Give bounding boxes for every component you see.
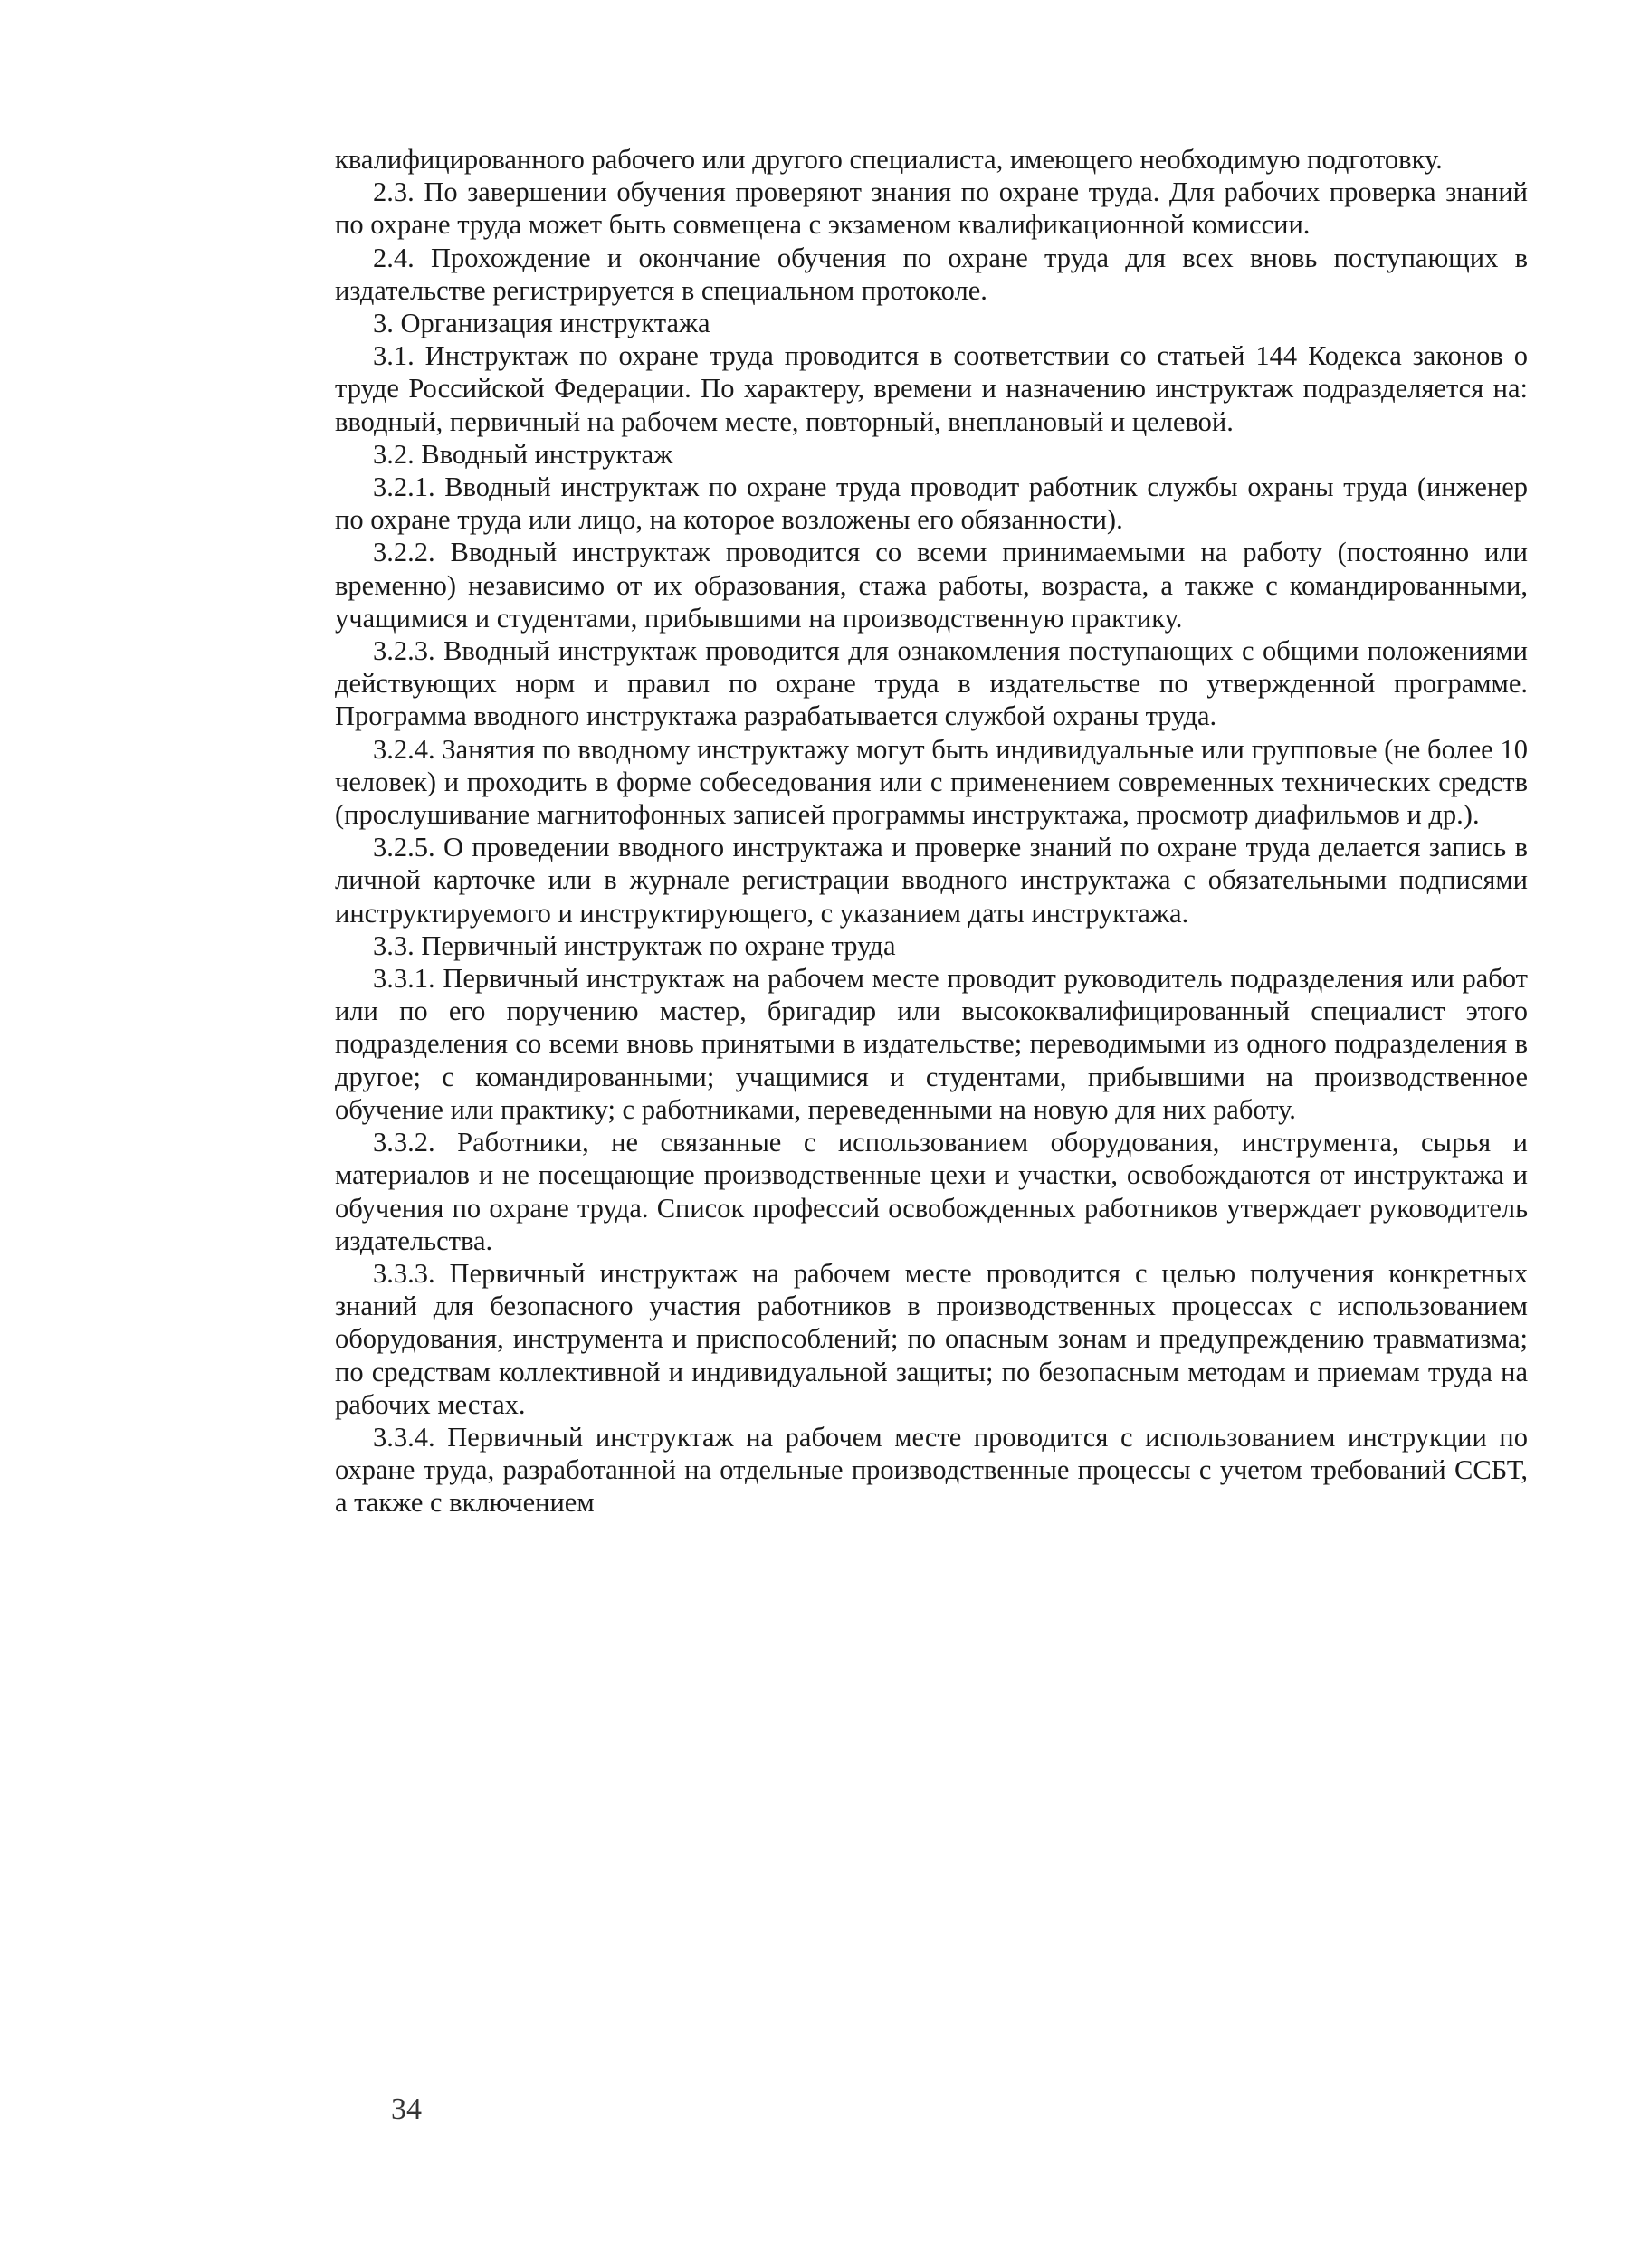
paragraph-2-3: 2.3. По завершении обучения проверяют знания по охране труда. Для рабочих проверка знаний по охране труда может быть совмещена с экзаменом квалификационной комиссии.	[335, 176, 1528, 241]
paragraph-3-2-3: 3.2.3. Вводный инструктаж проводится для ознакомления поступающих с общими положениями действующих норм и правил по охране труда в издательстве по утвержденной программе. Программа вводного инструктажа разрабатывается службой охраны труда.	[335, 635, 1528, 732]
section-heading-3: 3. Организация инструктажа	[373, 308, 710, 339]
paragraph-3-2-4: 3.2.4. Занятия по вводному инструктажу могут быть индивидуальные или групповые (не более 10 человек) и проходить в форме собеседования или с применением современных технических средств (прослушивание магнитофонных записей программы инструктажа, просмотр диафильмов и др.).	[335, 733, 1528, 831]
paragraph-3-2-1: 3.2.1. Вводный инструктаж по охране труда проводит работник службы охраны труда (инженер по охране труда или лицо, на которое возложены его обязанности).	[335, 472, 1528, 536]
paragraph-3-2-2: 3.2.2. Вводный инструктаж проводится со всеми принимаемыми на работу (постоянно или временно) независимо от их образования, стажа работы, возраста, а также с командированными, учащимися и студентами, прибывшими на производственную практику.	[335, 537, 1528, 634]
paragraph-3-1: 3.1. Инструктаж по охране труда проводится в соответствии со статьей 144 Кодекса законов о труде Российской Федерации. По характеру, времени и назначению инструктаж подразделяется на: вводный, первичный на рабочем месте, повторный, внеплановый и целевой.	[335, 340, 1528, 437]
paragraph-continuation: квалифицированного рабочего или другого специалиста, имеющего необходимую подготовку.	[335, 144, 1443, 175]
paragraph-3-3-1: 3.3.1. Первичный инструктаж на рабочем месте проводит руководитель подразделения или работ или по его поручению мастер, бригадир или высококвалифицированный специалист этого подразделения со всеми вновь принятыми в издательстве; переводимыми из одного подразделения в другое; с командированными; учащимися и студентами, прибывшими на производственное обучение или практику; с работниками, переведенными на новую для них работу.	[335, 963, 1528, 1125]
body-text	[335, 143, 1528, 1520]
paragraph-2-4: 2.4. Прохождение и окончание обучения по охране труда для всех вновь поступающих в издательстве регистрируется в специальном протоколе.	[335, 242, 1528, 306]
section-heading-3-3: 3.3. Первичный инструктаж по охране труда	[373, 929, 896, 961]
paragraph-3-3-2: 3.3.2. Работники, не связанные с использованием оборудования, инструмента, сырья и материалов и не посещающие производственные цехи и участки, освобождаются от инструктажа и обучения по охране труда. Список профессий освобожденных работников утверждает руководитель издательства.	[335, 1127, 1528, 1256]
paragraph-3-3-3: 3.3.3. Первичный инструктаж на рабочем месте проводится с целью получения конкретных знаний для безопасного участия работников в производственных процессах с использованием оборудования, инструмента и приспособлений; по опасным зонам и предупреждению травматизма; по средствам коллективной и индивидуальной защиты; по безопасным методам и приемам труда на рабочих местах.	[335, 1257, 1528, 1420]
paragraph-3-3-4: 3.3.4. Первичный инструктаж на рабочем месте проводится с использованием инструкции по охране труда, разработанной на отдельные производственные процессы с учетом требований ССБТ, а также с включением	[335, 1421, 1528, 1519]
page-number: 34	[391, 2092, 422, 2126]
paragraph-3-2-5: 3.2.5. О проведении вводного инструктажа и проверке знаний по охране труда делается запись в личной карточке или в журнале регистрации вводного инструктажа с обязательными подписями инструктируемого и инструктирующего, с указанием даты инструктажа.	[335, 832, 1528, 929]
section-heading-3-2: 3.2. Вводный инструктаж	[373, 438, 673, 470]
